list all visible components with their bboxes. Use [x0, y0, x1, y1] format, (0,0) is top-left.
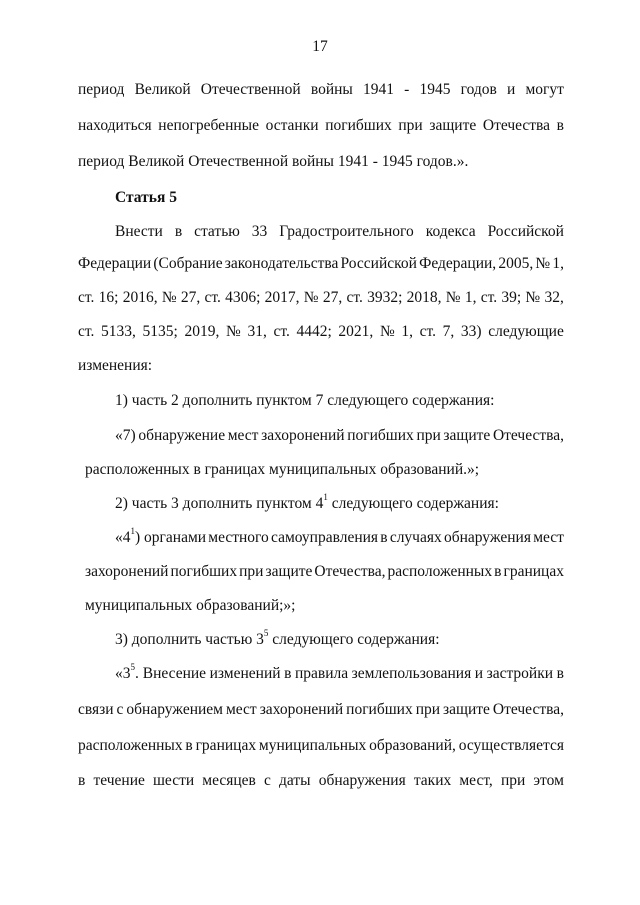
word: погибших [347, 427, 414, 444]
text-line-14-word: обнаружения [443, 529, 531, 546]
word: при [416, 427, 441, 444]
text-line-1 [78, 80, 564, 100]
text-line-18-first [115, 661, 207, 684]
text-line-14-first [115, 525, 207, 548]
word: «7) [115, 427, 136, 444]
word: с [263, 772, 271, 789]
word: погибших [170, 563, 238, 580]
text-line-18 [115, 661, 564, 684]
text-line-19 [78, 700, 564, 720]
word: 27, [180, 289, 201, 306]
word: - [404, 81, 410, 98]
word: при [500, 772, 526, 789]
word: законодательства [224, 255, 339, 272]
text-line-6 [78, 254, 564, 274]
word: в [185, 737, 193, 754]
text-line-17-end: следующего содержания: [268, 631, 440, 648]
word: кодекса [425, 223, 476, 240]
word: 1945 [419, 81, 451, 98]
word: муниципальных [258, 737, 367, 754]
word: № [226, 323, 241, 340]
word: 4442; [296, 323, 332, 340]
text-line-11 [115, 426, 564, 446]
word: осуществляется [458, 737, 564, 754]
word: 5135; [142, 323, 178, 340]
word: образований, [369, 737, 456, 754]
word: Отечества [482, 117, 551, 134]
word: таких [413, 772, 452, 789]
text-line-18-word: и [474, 665, 484, 682]
text-line-5 [115, 222, 564, 242]
text-line-21 [78, 771, 564, 791]
text-line-18-word: изменений [209, 665, 281, 682]
word: № [303, 289, 319, 306]
word: погибших [346, 701, 413, 718]
article-heading: Статья 5 [115, 189, 177, 206]
word: погибших [325, 117, 392, 134]
text-line-9: изменения: [78, 357, 153, 374]
text-line-7 [78, 288, 564, 308]
word: № [161, 289, 177, 306]
text-line-12: расположенных в границах муниципальных образований.»; [85, 461, 480, 478]
word: защите [429, 117, 477, 134]
word: защите [443, 701, 490, 718]
word: обнаружением [126, 701, 223, 718]
word: захоронений [259, 701, 344, 718]
text-line-20 [78, 736, 564, 756]
word: 1, [401, 323, 413, 340]
word: Отечества, [314, 563, 386, 580]
text-line-14-word: в [380, 529, 388, 546]
text-line-18-word: землепользования [351, 665, 472, 682]
word: в [494, 563, 502, 580]
word: № [535, 255, 551, 272]
word: № [445, 289, 461, 306]
text-line-14-word: местного [208, 529, 269, 546]
text-line-14-word: самоуправления [271, 529, 379, 546]
word: месяцев [202, 772, 256, 789]
word: 2005, [498, 255, 534, 272]
word: 1, [464, 289, 477, 306]
word: течение [93, 772, 145, 789]
word: 27, [322, 289, 343, 306]
word: 16; [98, 289, 119, 306]
word: следующие [488, 323, 564, 340]
word: и [507, 81, 516, 98]
word: границах [195, 737, 257, 754]
word: 31, [247, 323, 267, 340]
word: 2017, [264, 289, 300, 306]
word: Российской [340, 255, 417, 272]
word: при [239, 563, 264, 580]
text-line-18-word: в [556, 665, 564, 682]
text-line-14-word: случаях [389, 529, 442, 546]
text-line-18-word: в [284, 665, 292, 682]
word: войны [310, 81, 353, 98]
word: 2019, [184, 323, 220, 340]
word: находиться [78, 117, 152, 134]
text-line-18-pre: «3 [115, 665, 131, 682]
superscript-1: 1 [323, 491, 328, 502]
word: 32, [544, 289, 564, 306]
text-line-17-start: 3) дополнить частью 3 [115, 631, 264, 648]
word: Федерации, [419, 255, 497, 272]
word: Отечества, [492, 427, 564, 444]
page-number: 17 [312, 38, 328, 55]
word: Великой [134, 81, 191, 98]
text-line-14-pre: «4 [115, 529, 131, 546]
word: шести [153, 772, 195, 789]
word: в [174, 223, 183, 240]
word: (Собрание [153, 255, 223, 272]
word: ст. [78, 323, 95, 340]
word: 1, [552, 255, 564, 272]
text-line-2 [78, 116, 564, 136]
word: могут [525, 81, 564, 98]
text-line-18-word: правила [294, 665, 349, 682]
text-line-10: 1) часть 2 дополнить пунктом 7 следующего содержания: [115, 392, 495, 409]
word: ст. [273, 323, 290, 340]
word: расположенных [387, 563, 493, 580]
word: останки [265, 117, 319, 134]
word: при [415, 701, 441, 718]
word: 2016, [122, 289, 158, 306]
word: захоронений [85, 563, 169, 580]
word: № [525, 289, 541, 306]
word: обнаружение [138, 427, 226, 444]
word: 33) [460, 323, 482, 340]
word: Российской [487, 223, 564, 240]
word: при [398, 117, 423, 134]
word: период [78, 81, 125, 98]
word: непогребенные [158, 117, 259, 134]
text-line-8 [78, 322, 564, 342]
word: в [556, 117, 564, 134]
superscript-5: 5 [263, 627, 269, 638]
text-line-13-end: следующего содержания: [327, 495, 499, 512]
text-line-16: муниципальных образований;»; [85, 597, 296, 614]
superscript-5b: 5 [130, 661, 135, 672]
word: Отечества, [492, 701, 564, 718]
word: ст. [480, 289, 498, 306]
word: мест [227, 427, 259, 444]
word: 2018, [406, 289, 442, 306]
word: 33 [251, 223, 268, 240]
text-line-18-word: . Внесение [135, 665, 207, 682]
word: годов [460, 81, 497, 98]
text-line-3: период Великой Отечественной войны 1941 - 1945 годов.». [78, 153, 469, 170]
word: 39; [501, 289, 522, 306]
text-line-14-word: ) органами [135, 529, 207, 546]
word: 2021, [338, 323, 374, 340]
word: этом [533, 772, 564, 789]
word: Внести [115, 223, 163, 240]
word: мест, [459, 772, 493, 789]
text-line-15 [85, 562, 564, 582]
word: защите [443, 427, 491, 444]
text-line-17 [115, 627, 440, 650]
word: с [116, 701, 124, 718]
word: 7, [442, 323, 455, 340]
word: № [379, 323, 395, 340]
word: Федерации [78, 255, 152, 272]
word: даты [279, 772, 311, 789]
word: ст. [419, 323, 437, 340]
word: ст. [204, 289, 221, 306]
word: в [78, 772, 86, 789]
word: 4306; [225, 289, 261, 306]
text-line-14-word: мест [533, 529, 564, 546]
word: 1941 [362, 81, 394, 98]
word: 5133, [101, 323, 136, 340]
word: мест [225, 701, 257, 718]
text-line-13-start: 2) часть 3 дополнить пунктом 4 [115, 495, 324, 512]
word: Отечественной [200, 81, 301, 98]
word: Градостроительного [279, 223, 414, 240]
word: защите [265, 563, 313, 580]
word: связи [78, 701, 114, 718]
word: ст. [78, 289, 95, 306]
word: захоронений [261, 427, 345, 444]
word: статью [194, 223, 240, 240]
word: обнаружения [318, 772, 406, 789]
text-line-13 [115, 491, 499, 514]
word: 3932; [367, 289, 403, 306]
text-line-14 [115, 525, 564, 548]
word: расположенных [78, 737, 183, 754]
text-line-18-word: застройки [486, 665, 554, 682]
word: ст. [346, 289, 363, 306]
superscript-1b: 1 [130, 525, 135, 536]
word: границах [503, 563, 564, 580]
